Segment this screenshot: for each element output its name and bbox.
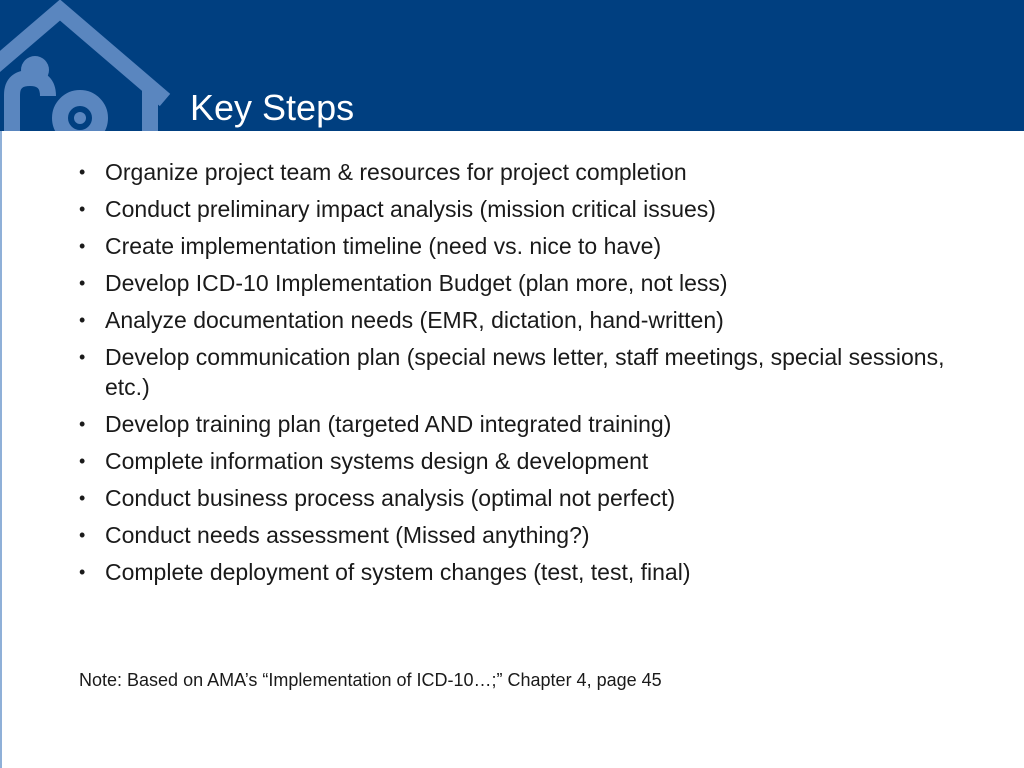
list-item — [79, 268, 959, 298]
bullet-icon: • — [79, 414, 86, 434]
bullet-icon: • — [79, 347, 86, 367]
list-item-text: Organize project team & resources for project completion — [105, 159, 687, 185]
list-item-text: Develop ICD-10 Implementation Budget (plan more, not less) — [105, 270, 728, 296]
list-item-text: Analyze documentation needs (EMR, dictation, hand-written) — [105, 307, 724, 333]
list-item — [79, 342, 959, 402]
list-item — [79, 409, 959, 439]
bullet-icon: • — [79, 273, 86, 293]
header-band — [0, 0, 1024, 131]
bullet-icon: • — [79, 451, 86, 471]
list-item — [79, 194, 959, 224]
bullet-icon: • — [79, 488, 86, 508]
list-item — [79, 446, 959, 476]
list-item-text: Develop communication plan (special news letter, staff meetings, special sessions, etc.) — [105, 344, 945, 400]
list-item — [79, 557, 959, 587]
house-logo-watermark-icon — [0, 0, 180, 131]
bullet-icon: • — [79, 236, 86, 256]
list-item-text: Conduct business process analysis (optimal not perfect) — [105, 485, 676, 511]
list-item — [79, 157, 959, 187]
bullet-icon: • — [79, 310, 86, 330]
list-item-text: Complete information systems design & development — [105, 448, 649, 474]
list-item — [79, 483, 959, 513]
bullet-icon: • — [79, 525, 86, 545]
list-item-text: Create implementation timeline (need vs. nice to have) — [105, 233, 662, 259]
list-item-text: Conduct preliminary impact analysis (mission critical issues) — [105, 196, 716, 222]
list-item — [79, 305, 959, 335]
bullet-icon: • — [79, 562, 86, 582]
bullet-icon: • — [79, 199, 86, 219]
source-note: Note: Based on AMA’s “Implementation of ICD-10…;” Chapter 4, page 45 — [79, 670, 662, 690]
left-divider-line — [0, 131, 2, 768]
list-item-text: Complete deployment of system changes (test, test, final) — [105, 559, 691, 585]
key-steps-list — [79, 157, 959, 594]
list-item-text: Conduct needs assessment (Missed anything?) — [105, 522, 590, 548]
bullet-icon: • — [79, 162, 86, 182]
list-item-text: Develop training plan (targeted AND integrated training) — [105, 411, 672, 437]
list-item — [79, 520, 959, 550]
slide-title: Key Steps — [190, 87, 355, 128]
list-item — [79, 231, 959, 261]
